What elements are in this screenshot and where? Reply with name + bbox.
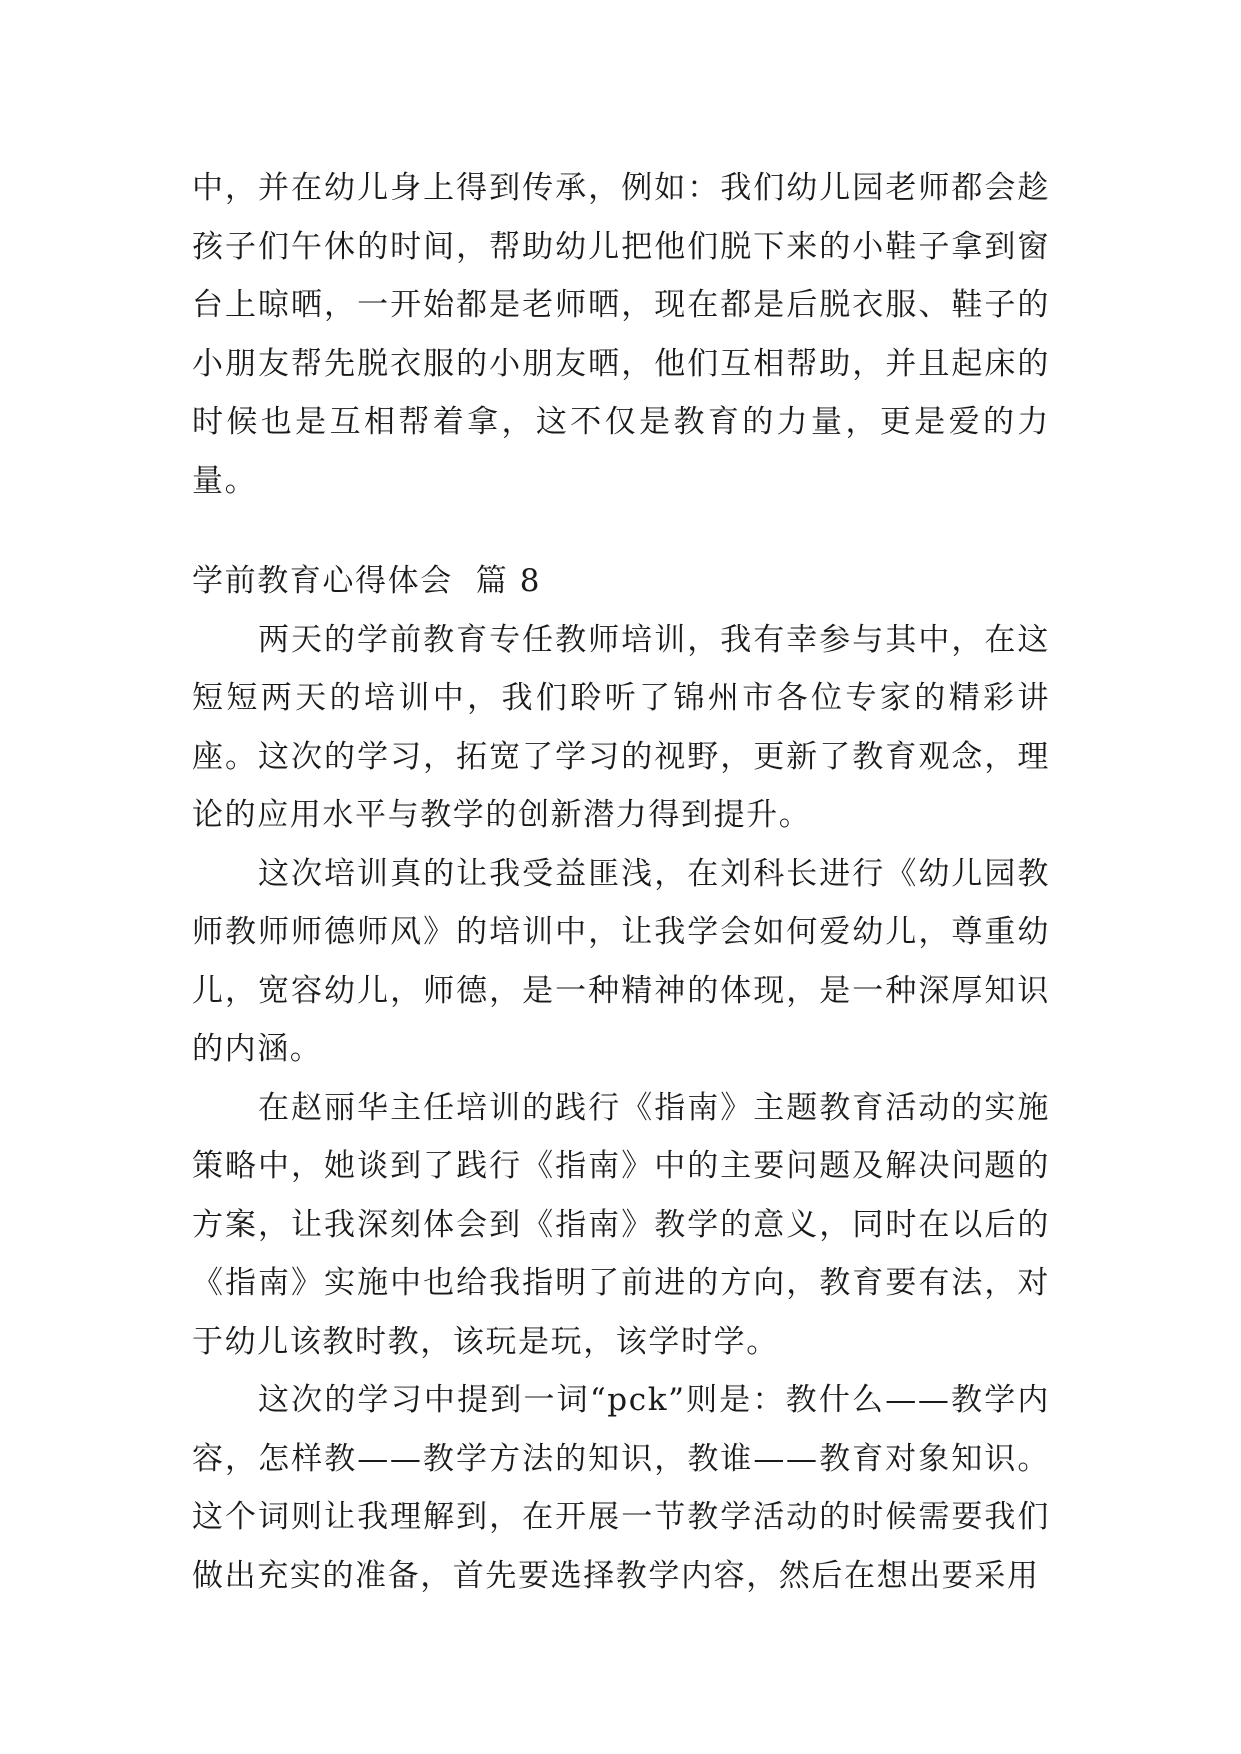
document-body — [192, 159, 1050, 1605]
paragraph-2: 这次培训真的让我受益匪浅，在刘科长进行《幼儿园教师教师师德师风》的培训中，让我学会如何爱幼儿，尊重幼儿，宽容幼儿，师德，是一种精神的体现，是一种深厚知识的内涵。 — [192, 855, 1050, 1067]
paragraph-4: 这次的学习中提到一词“pck”则是：教什么——教学内容，怎样教——教学方法的知识，教谁——教育对象知识。这个词则让我理解到，在开展一节教学活动的时候需要我们做出充实的准备，首先要选择教学内容，然后在想出要采用 — [192, 1382, 1050, 1594]
paragraph-1: 两天的学前教育专任教师培训，我有幸参与其中，在这短短两天的培训中，我们聆听了锦州市各位专家的精彩讲座。这次的学习，拓宽了学习的视野，更新了教育观念，理论的应用水平与教学的创新潜力得到提升。 — [192, 621, 1050, 833]
section-title: 学前教育心得体会 篇 8 — [192, 563, 542, 599]
continuation-paragraph: 中，并在幼儿身上得到传承，例如：我们幼儿园老师都会趁孩子们午休的时间，帮助幼儿把他们脱下来的小鞋子拿到窗台上晾晒，一开始都是老师晒，现在都是后脱衣服、鞋子的小朋友帮先脱衣服的小朋友晒，他们互相帮助，并且起床的时候也是互相帮着拿，这不仅是教育的力量，更是爱的力量。 — [192, 170, 1050, 499]
paragraph-3: 在赵丽华主任培训的践行《指南》主题教育活动的实施策略中，她谈到了践行《指南》中的主要问题及解决问题的方案，让我深刻体会到《指南》教学的意义，同时在以后的《指南》实施中也给我指明了前进的方向，教育要有法，对于幼儿该教时教，该玩是玩，该学时学。 — [192, 1089, 1050, 1360]
